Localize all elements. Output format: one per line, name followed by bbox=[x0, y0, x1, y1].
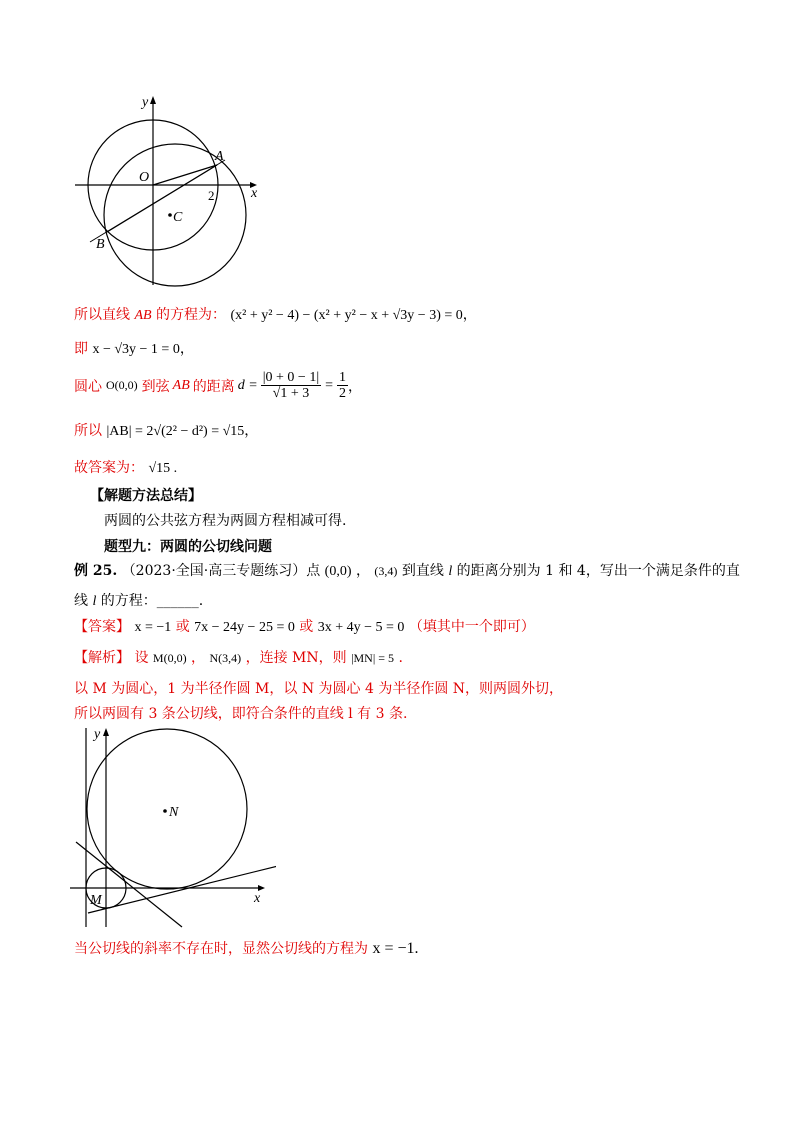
tangent-line-1 bbox=[76, 842, 182, 927]
answer-tag: 【答案】 bbox=[74, 619, 130, 635]
solution-line-2: 即 x − √3y − 1 = 0， bbox=[74, 341, 194, 357]
label-O: O bbox=[139, 170, 150, 185]
label-y: y bbox=[142, 95, 149, 110]
solution-line-1: 所以直线 AB 的方程为： (x² + y² − 4) − (x² + y² − x + √3y − 3) = 0， bbox=[74, 307, 477, 323]
solution-line-5: 故答案为： √15 . bbox=[74, 460, 178, 476]
final-answer: √15 . bbox=[148, 461, 178, 476]
analysis-line-3: 所以两圆有 3 条公切线，即符合条件的直线 l 有 3 条. bbox=[74, 706, 408, 722]
solution-line-4: 所以 |AB| = 2√(2² − d²) = √15， bbox=[74, 423, 259, 439]
center-C-dot bbox=[168, 213, 172, 217]
equation-simplified: x − √3y − 1 = 0， bbox=[92, 342, 194, 357]
label-x: x bbox=[254, 891, 261, 906]
result-fraction: $\frac{1}{2}$ bbox=[339, 370, 347, 401]
final-line: 当公切线的斜率不存在时，显然公切线的方程为 x = −1. bbox=[74, 940, 419, 957]
section-title: 题型九：两圆的公切线问题 bbox=[104, 539, 272, 555]
example-label: 例 25. bbox=[74, 563, 118, 579]
summary-heading: 【解题方法总结】 bbox=[90, 488, 202, 504]
label-2: 2 bbox=[208, 188, 215, 203]
equation-AB: (x² + y² − 4) − (x² + y² − x + √3y − 3) = 0， bbox=[230, 308, 477, 323]
figure-two-circles bbox=[65, 90, 275, 290]
label-M: M bbox=[90, 893, 102, 908]
y-axis-arrow bbox=[150, 96, 156, 104]
chord-length: |AB| = 2√(2² − d²) = √15， bbox=[106, 424, 259, 439]
y-axis-arrow bbox=[103, 728, 109, 736]
label-C: C bbox=[173, 210, 183, 225]
label-y: y bbox=[94, 727, 101, 742]
label-A: A bbox=[215, 149, 224, 164]
solution-line-3: 圆心 O(0,0) 到弦 AB 的距离 d = $\frac{|0 + 0 - 1|}{√1 + 3}$ = $\frac{1}{2}$ ， bbox=[74, 370, 363, 401]
example-line-2: 线 l 的方程：______. bbox=[74, 593, 204, 609]
analysis-line-2: 以 M 为圆心，1 为半径作圆 M，以 N 为圆心 4 为半径作圆 N，则两圆外切， bbox=[74, 681, 564, 697]
circle-N bbox=[87, 729, 247, 889]
analysis-line-1: 【解析】 设 M(0,0) ， N(3,4) ，连接 MN，则 |MN| = 5 . bbox=[74, 650, 403, 666]
answer-line: 【答案】 x = −1 或 7x − 24y − 25 = 0 或 3x + 4y − 5 = 0 （填其中一个即可） bbox=[74, 619, 535, 635]
tangent-line-2 bbox=[88, 866, 276, 913]
extended-line bbox=[90, 160, 225, 242]
center-N-dot bbox=[163, 809, 167, 813]
distance-fraction: $\frac{|0 + 0 - 1|}{√1 + 3}$ bbox=[262, 370, 320, 401]
label-x: x bbox=[251, 186, 258, 201]
label-B: B bbox=[96, 237, 105, 252]
segment-OA bbox=[153, 165, 217, 185]
analysis-tag: 【解析】 bbox=[74, 650, 130, 666]
label-N: N bbox=[169, 805, 179, 820]
example-line-1: 例 25. （2023·全国·高三专题练习）点 (0,0) ， (3,4) 到直线 l 的距离分别为 1 和 4，写出一个满足条件的直 bbox=[74, 563, 740, 579]
figure-tangent-circles bbox=[66, 722, 276, 932]
summary-text: 两圆的公共弦方程为两圆方程相减可得. bbox=[104, 513, 347, 529]
